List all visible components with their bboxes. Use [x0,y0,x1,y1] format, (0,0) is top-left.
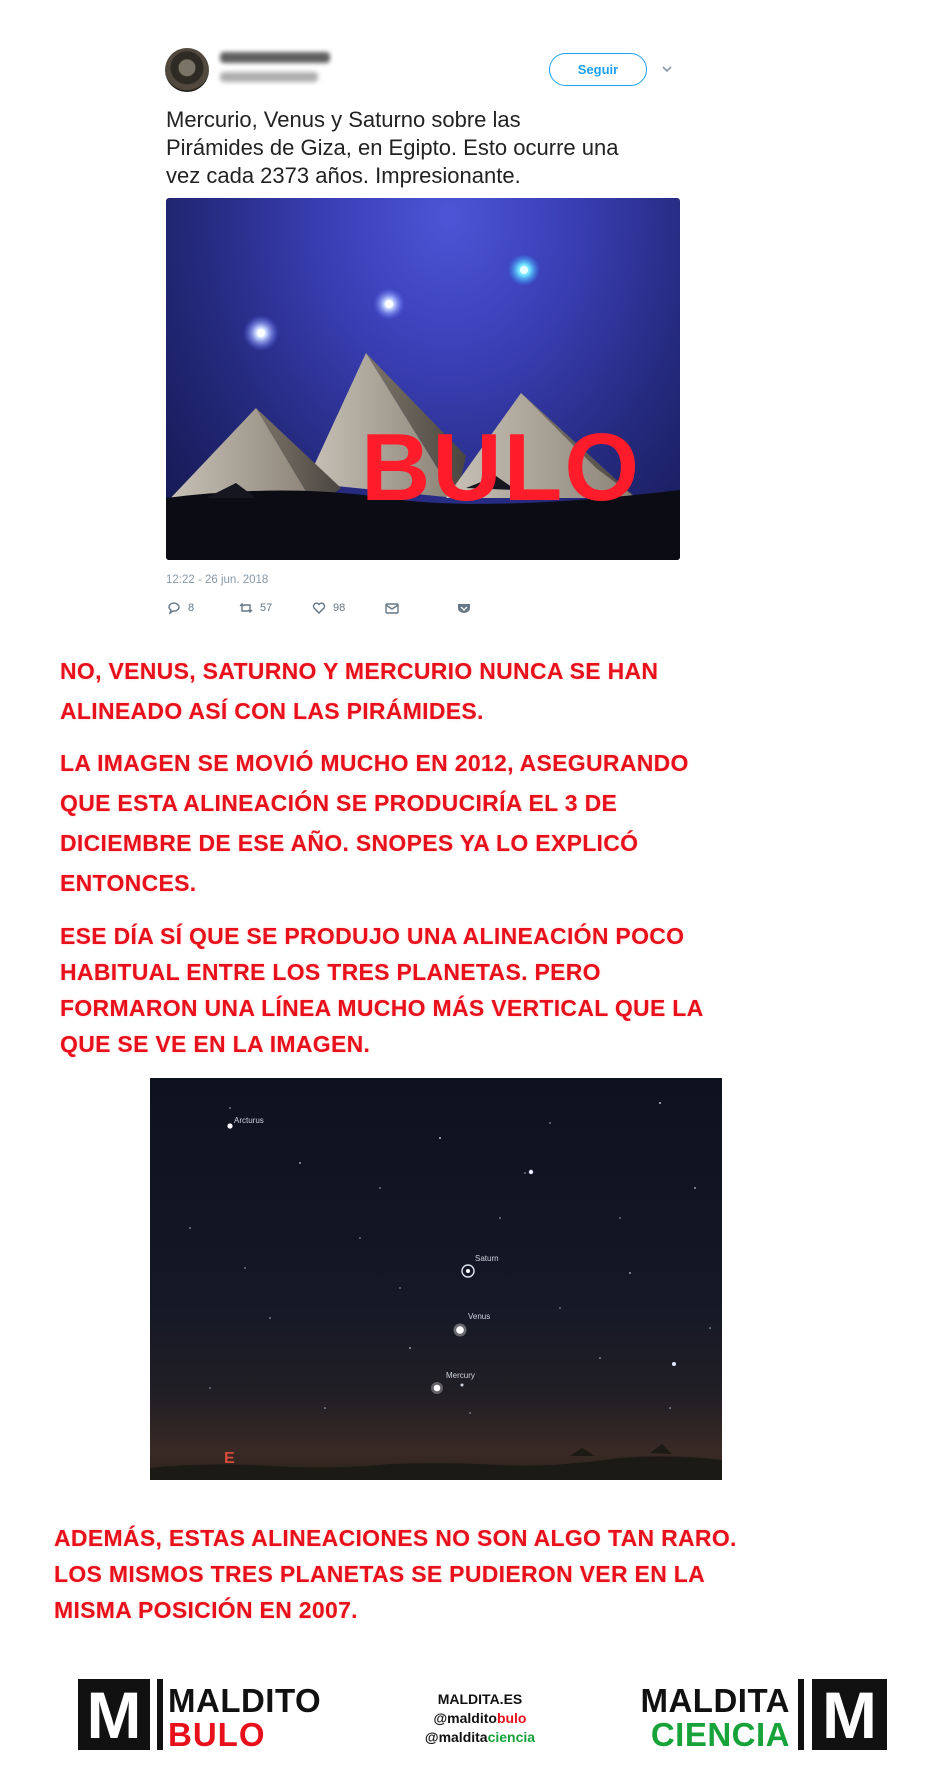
pocket-icon [456,600,472,616]
bulo-stamp: BULO [361,414,641,521]
like-action[interactable] [311,600,345,616]
label-arcturus: Arcturus [234,1116,264,1125]
tweet-actions [166,600,486,620]
handle-maldito-bulo[interactable]: @malditobulo [433,1710,527,1726]
factcheck-paragraph-3: ESE DÍA SÍ QUE SE PRODUJO UNA ALINEACIÓN POCO HABITUAL ENTRE LOS TRES PLANETAS. PERO FORMARON UNA LÍNEA MUCHO MÁS VERTICAL QUE LA QUE SE VE EN LA IMAGEN. [60,923,704,1057]
factcheck-paragraph-2: LA IMAGEN SE MOVIÓ MUCHO EN 2012, ASEGURANDO QUE ESTA ALINEACIÓN SE PRODUCIRÍA EL 3 DE DICIEMBRE DE ESE AÑO. SNOPES YA LO EXPLICÓ ENTONCES. [60,750,689,896]
reply-action[interactable] [166,600,194,616]
retweet-icon [238,600,254,616]
handle-maldita-ciencia[interactable]: @malditaciencia [424,1729,536,1745]
logo-divider-left [157,1679,163,1750]
label-east: E [224,1450,235,1467]
tweet-text: Mercurio, Venus y Saturno sobre las Pirámides de Giza, en Egipto. Esto ocurre una vez cada 2373 años. Impresionante. [166,107,619,188]
tweet-photo-pyramids[interactable] [166,198,680,560]
factcheck-paragraph-1: NO, VENUS, SATURNO Y MERCURIO NUNCA SE HAN ALINEADO ASÍ CON LAS PIRÁMIDES. [60,658,659,724]
retweet-count: 57 [260,602,273,614]
maldito-wordmark: MALDITO [168,1682,322,1719]
ciencia-wordmark: CIENCIA [650,1716,790,1753]
reply-count: 8 [188,602,195,614]
site-link[interactable]: MALDITA.ES [437,1691,523,1707]
label-saturn: Saturn [475,1254,499,1263]
sky-chart-image[interactable] [150,1078,722,1480]
like-count: 98 [333,602,346,614]
mail-icon [384,600,400,616]
label-mercury: Mercury [446,1371,475,1380]
tweet-timestamp[interactable]: 12:22 - 26 jun. 2018 [166,574,269,586]
label-venus: Venus [468,1312,491,1321]
reply-icon [166,600,182,616]
pocket-action[interactable] [456,600,472,616]
retweet-action[interactable] [238,600,272,616]
tweet-card [150,40,690,625]
user-handle-blurred[interactable] [220,72,318,82]
maldita-wordmark: MALDITA [640,1682,790,1719]
factcheck-paragraph-4: ADEMÁS, ESTAS ALINEACIONES NO SON ALGO TAN RARO. LOS MISMOS TRES PLANETAS SE PUDIERON VER EN LA MISMA POSICIÓN EN 2007. [54,1525,737,1623]
heart-icon [311,600,327,616]
star-arcturus [227,1123,232,1128]
maldita-ciencia-logo-mark[interactable]: M [812,1679,887,1750]
social-handles [395,1690,565,1747]
dm-action[interactable] [384,600,400,616]
bulo-wordmark: BULO [168,1716,266,1753]
avatar[interactable] [165,48,209,92]
maldito-bulo-logo-mark[interactable]: M [78,1679,150,1750]
follow-button[interactable]: Seguir [549,53,647,86]
chevron-down-icon[interactable] [660,62,674,76]
user-name-blurred[interactable] [220,52,330,63]
logo-divider-right [798,1679,804,1750]
